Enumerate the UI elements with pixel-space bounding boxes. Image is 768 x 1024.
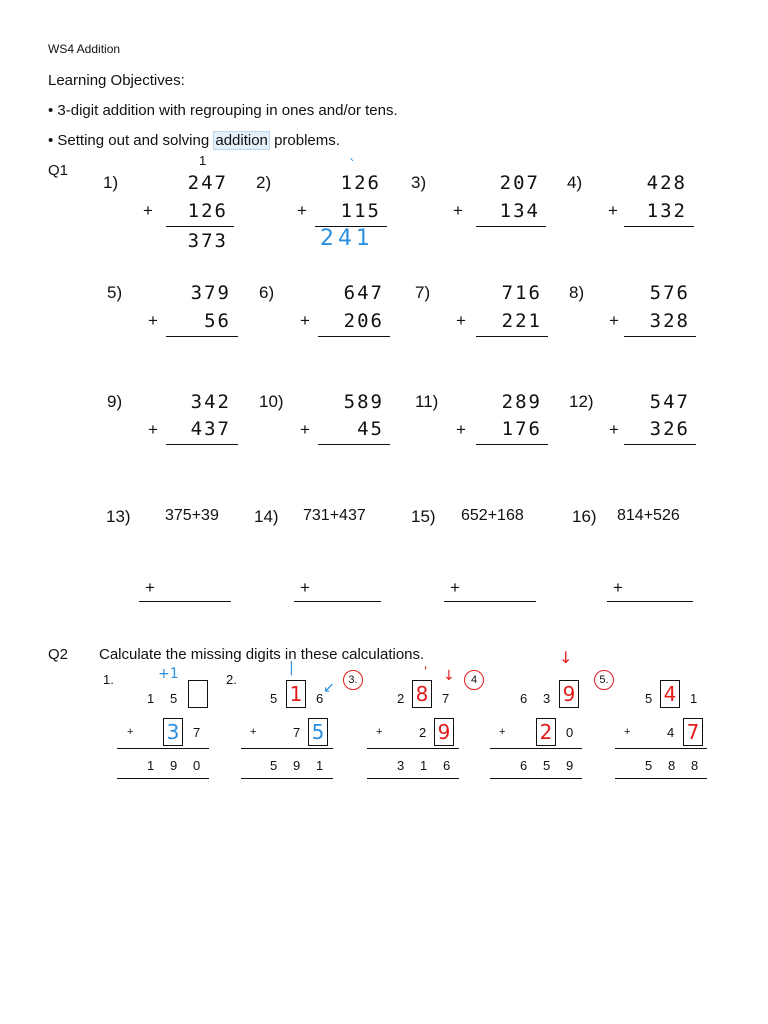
digit: 1 (316, 758, 324, 773)
item-number: 2. (226, 672, 237, 687)
digit: 0 (566, 725, 574, 740)
digit: 5 (270, 758, 278, 773)
digit: 5 (270, 691, 278, 706)
sum-line (615, 778, 707, 779)
digit: 3 (397, 758, 405, 773)
missing-digit-box[interactable]: 9 (559, 680, 579, 708)
plus-sign: + (499, 726, 506, 738)
problem-number: 7) (415, 283, 431, 302)
digit: 5 (645, 691, 653, 706)
problem-number: 14) (254, 507, 279, 526)
digit: 6 (443, 758, 451, 773)
objective-2-pre: • Setting out and solving (48, 132, 214, 149)
problem-number: 5) (107, 283, 123, 302)
problem-number: 11) (415, 392, 439, 411)
addend-bottom: 126 (187, 200, 228, 222)
problem-number: 10) (259, 392, 284, 411)
problem-number: 16) (572, 507, 597, 526)
missing-digit-box[interactable] (188, 680, 208, 708)
plus-sign: + (148, 420, 158, 439)
missing-digit-box[interactable]: 1 (286, 680, 306, 708)
problem-number: 3) (411, 173, 427, 192)
sum-line (367, 778, 459, 779)
digit: 8 (691, 758, 699, 773)
sum-line (117, 778, 209, 779)
addend-top: 379 (190, 282, 231, 304)
digit: 3 (543, 691, 551, 706)
digit: 4 (667, 725, 675, 740)
addend-top: 207 (499, 172, 540, 194)
digit: 2 (397, 691, 405, 706)
digit: 1 (147, 758, 155, 773)
problem-number: 1) (103, 173, 119, 192)
addend-top: 247 (187, 172, 228, 194)
addend-bottom: 326 (649, 418, 690, 440)
addend-bottom: 134 (499, 200, 540, 222)
worksheet-title: WS4 Addition (48, 42, 121, 56)
sum-line (117, 748, 209, 749)
addend-bottom: 56 (204, 310, 231, 332)
plus-sign: + (127, 726, 134, 738)
sum-line (624, 226, 694, 227)
sum-line (367, 748, 459, 749)
plus-sign: + (613, 578, 623, 597)
missing-digit-box[interactable]: 8 (412, 680, 432, 708)
plus-sign: + (608, 201, 618, 220)
plus-sign: + (609, 311, 619, 330)
objective-2-post: problems. (269, 132, 340, 149)
sum-line (241, 778, 333, 779)
plus-sign: + (609, 420, 619, 439)
arrow-icon: ↓ (559, 648, 573, 667)
carry-digit: 1 (199, 153, 207, 168)
problem-number: 12) (569, 392, 594, 411)
answer-line (607, 601, 693, 602)
sum-line (476, 226, 546, 227)
digit: 9 (293, 758, 301, 773)
plus-sign: + (143, 201, 153, 220)
digit: 9 (170, 758, 178, 773)
plus-sign: + (297, 201, 307, 220)
digit: 7 (293, 725, 301, 740)
problem-number: 4) (567, 173, 583, 192)
step-circle: 3. (343, 670, 363, 690)
answer-line (294, 601, 381, 602)
sum-line (318, 336, 390, 337)
sum-line (624, 444, 696, 445)
plus-sign: + (250, 726, 257, 738)
plus-sign: + (300, 311, 310, 330)
problem-number: 9) (107, 392, 123, 411)
addend-top: 547 (649, 391, 690, 413)
addend-top: 589 (343, 391, 384, 413)
addend-bottom: 176 (501, 418, 542, 440)
digit: 2 (419, 725, 427, 740)
digit: 6 (520, 691, 528, 706)
step-circle: 5. (594, 670, 614, 690)
q2-label: Q2 (48, 646, 69, 663)
addend-top: 647 (343, 282, 384, 304)
answer-line (139, 601, 231, 602)
plus-sign: + (450, 578, 460, 597)
addend-bottom: 45 (357, 418, 384, 440)
q2-instruction: Calculate the missing digits in these calculations. (99, 646, 425, 663)
digit: 5 (645, 758, 653, 773)
addend-top: 342 (190, 391, 231, 413)
addend-top: 289 (501, 391, 542, 413)
digit: 7 (442, 691, 450, 706)
digit: 8 (668, 758, 676, 773)
objective-2 (48, 132, 340, 149)
arrow-icon: ↓ (443, 668, 455, 684)
sum-line (166, 226, 234, 227)
sum-line (490, 778, 582, 779)
digit: 6 (520, 758, 528, 773)
missing-digit-box[interactable]: 4 (660, 680, 680, 708)
plus-sign: + (456, 311, 466, 330)
problem-expression: 731+437 (303, 507, 366, 524)
item-number: 1. (103, 672, 114, 687)
arrow-icon: ↙ (323, 680, 335, 696)
sum-line (476, 336, 548, 337)
missing-digit-box[interactable]: 5 (308, 718, 328, 746)
blue-tick-mark: | (289, 660, 294, 676)
plus-sign: + (453, 201, 463, 220)
addend-top: 126 (340, 172, 381, 194)
handwritten-answer: 241 (320, 226, 374, 251)
addend-bottom: 132 (646, 200, 687, 222)
digit: 1 (420, 758, 428, 773)
digit: 1 (147, 691, 155, 706)
addend-bottom: 115 (340, 200, 381, 222)
answer: 373 (187, 230, 228, 252)
sum-line (166, 444, 238, 445)
sum-line (241, 748, 333, 749)
sum-line (166, 336, 238, 337)
digit: 5 (543, 758, 551, 773)
plus-sign: + (456, 420, 466, 439)
objectives-heading: Learning Objectives: (48, 72, 185, 89)
problem-expression: 375+39 (165, 507, 219, 524)
problem-number: 13) (106, 507, 131, 526)
blue-tick-mark: ` (349, 158, 356, 174)
digit: 9 (566, 758, 574, 773)
problem-number: 8) (569, 283, 585, 302)
problem-expression: 814+526 (617, 507, 680, 524)
plus-sign: + (148, 311, 158, 330)
sum-line (624, 336, 696, 337)
digit: 7 (193, 725, 201, 740)
handwritten-note: +1 (158, 666, 179, 682)
missing-digit-box[interactable]: 7 (683, 718, 703, 746)
missing-digit-box[interactable]: 3 (163, 718, 183, 746)
digit: 5 (170, 691, 178, 706)
plus-sign: + (300, 420, 310, 439)
problem-number: 2) (256, 173, 272, 192)
plus-sign: + (300, 578, 310, 597)
step-circle: 4 (464, 670, 484, 690)
digit: 6 (316, 691, 324, 706)
highlighted-word: addition (215, 132, 268, 149)
plus-sign: + (624, 726, 631, 738)
plus-sign: + (376, 726, 383, 738)
missing-digit-box[interactable]: 2 (536, 718, 556, 746)
sum-line (476, 444, 548, 445)
addend-top: 428 (646, 172, 687, 194)
addend-bottom: 437 (190, 418, 231, 440)
problem-number: 15) (411, 507, 436, 526)
missing-digit-box[interactable]: 9 (434, 718, 454, 746)
red-tick-mark: ' (424, 664, 428, 678)
addend-bottom: 206 (343, 310, 384, 332)
problem-number: 6) (259, 283, 275, 302)
sum-line (615, 748, 707, 749)
q1-label: Q1 (48, 162, 69, 179)
addend-bottom: 221 (501, 310, 542, 332)
plus-sign: + (145, 578, 155, 597)
problem-expression: 652+168 (461, 507, 524, 524)
answer-line (444, 601, 536, 602)
digit: 0 (193, 758, 201, 773)
addend-bottom: 328 (649, 310, 690, 332)
addend-top: 716 (501, 282, 542, 304)
objective-1: • 3-digit addition with regrouping in ones and/or tens. (48, 102, 398, 119)
addend-top: 576 (649, 282, 690, 304)
sum-line (318, 444, 390, 445)
sum-line (490, 748, 582, 749)
digit: 1 (690, 691, 698, 706)
